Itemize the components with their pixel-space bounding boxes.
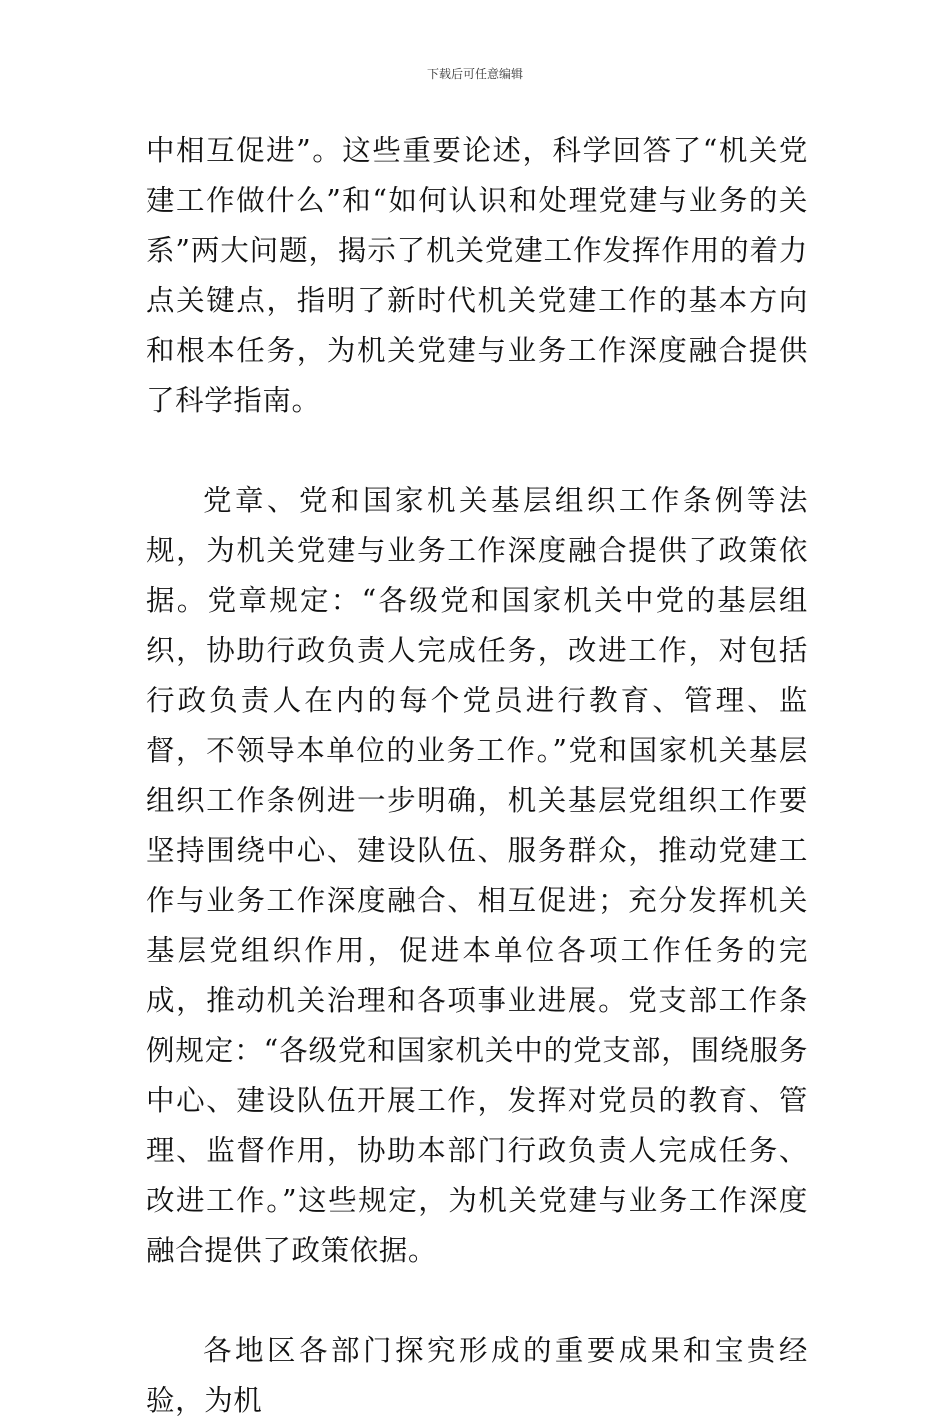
paragraph-spacer (146, 426, 808, 476)
paragraph-continuation: 中相互促进”。这些重要论述，科学回答了“机关党建工作做什么”和“如何认识和处理党建与业务的关系”两大问题，揭示了机关党建工作发挥作用的着力点关键点，指明了新时代机关党建工作的基本方向和根本任务，为机关党建与业务工作深度融合提供了科学指南。 (146, 134, 808, 417)
paragraph-spacer (146, 1276, 808, 1326)
page-header: 下载后可任意编辑 (426, 67, 523, 81)
document-body (146, 126, 808, 1426)
paragraph-experience: 各地区各部门探究形成的重要成果和宝贵经验，为机 (146, 1334, 808, 1417)
paragraph-policy-basis: 党章、党和国家机关基层组织工作条例等法规，为机关党建与业务工作深度融合提供了政策依据。党章规定：“各级党和国家机关中党的基层组织，协助行政负责人完成任务，改进工作，对包括行政负责人在内的每个党员进行教育、管理、监督，不领导本单位的业务工作。”党和国家机关基层组织工作条例进一步明确，机关基层党组织工作要坚持围绕中心、建设队伍、服务群众，推动党建工作与业务工作深度融合、相互促进；充分发挥机关基层党组织作用，促进本单位各项工作任务的完成，推动机关治理和各项事业进展。党支部工作条例规定：“各级党和国家机关中的党支部，围绕服务中心、建设队伍开展工作，发挥对党员的教育、管理、监督作用，协助本部门行政负责人完成任务、改进工作。”这些规定，为机关党建与业务工作深度融合提供了政策依据。 (146, 484, 808, 1267)
